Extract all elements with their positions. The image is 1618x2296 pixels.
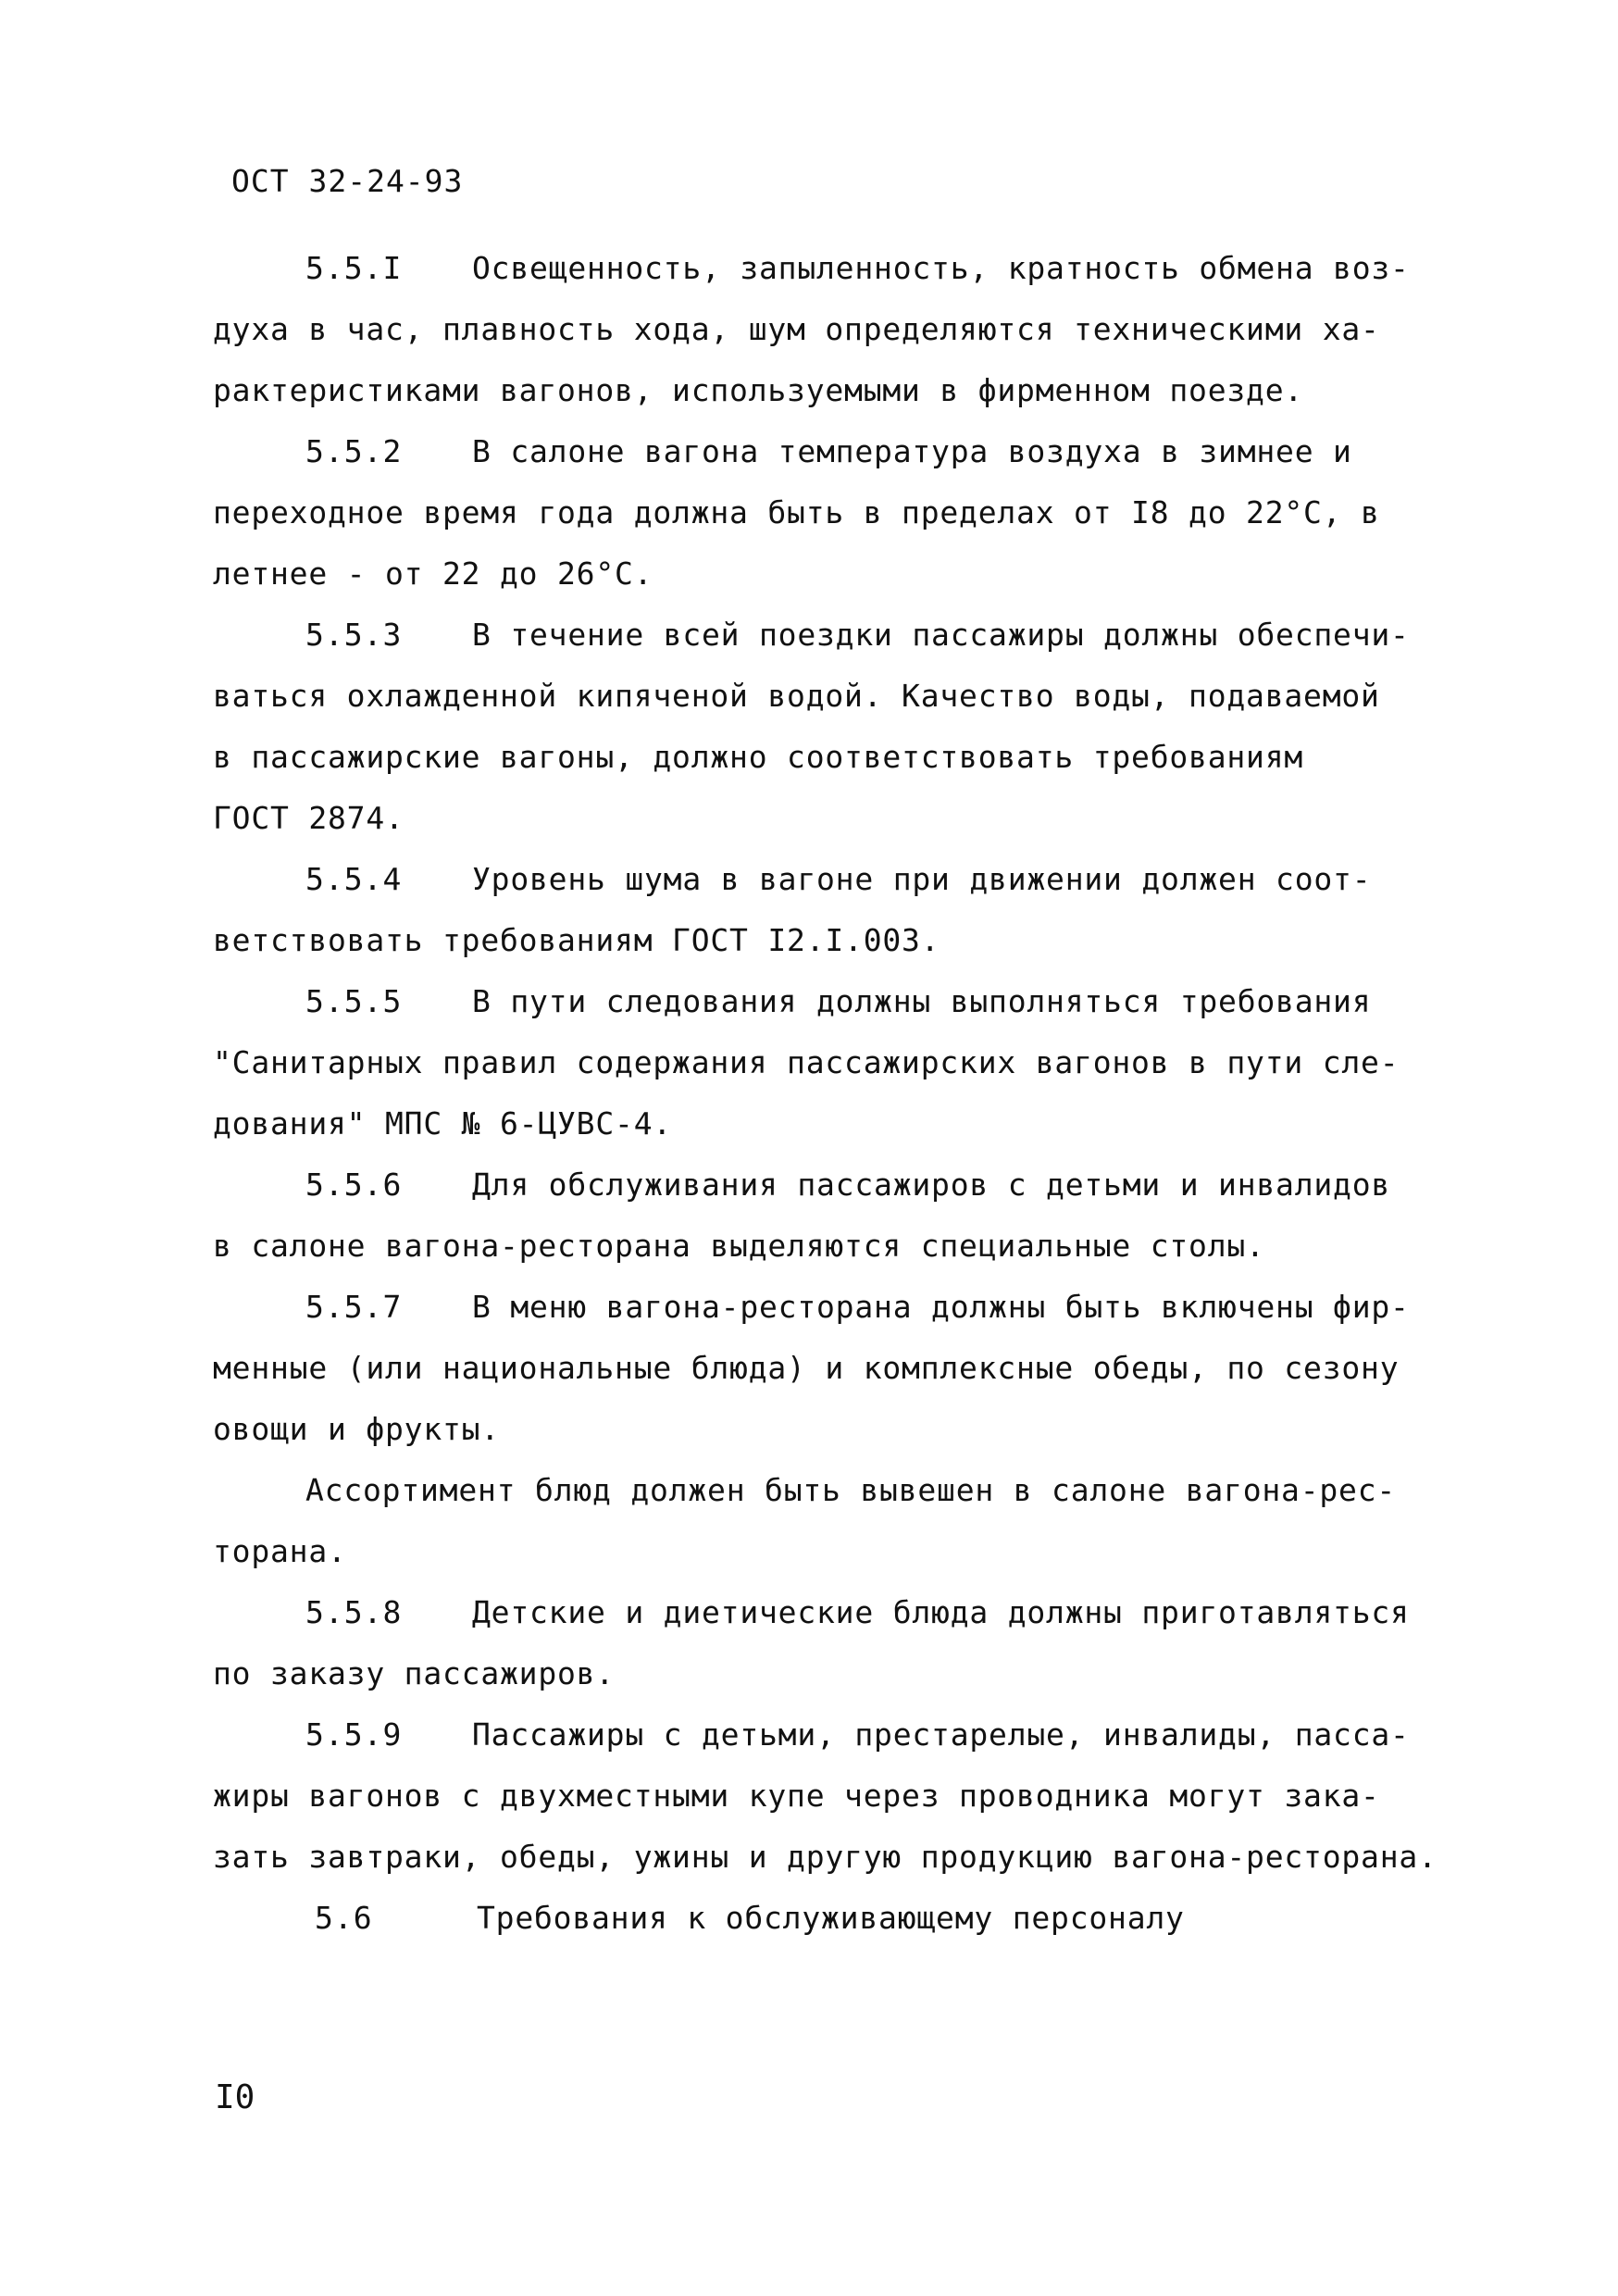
paragraph-line: жиры вагонов с двухместными купе через проводника могут зака- <box>213 1778 1380 1814</box>
section-heading: Требования к обслуживающему персоналу <box>477 1900 1185 1936</box>
paragraph-line: менные (или национальные блюда) и комплексные обеды, по сезону <box>213 1350 1400 1386</box>
paragraph-number: 5.5.I <box>305 250 403 286</box>
paragraph-number: 5.5.6 <box>305 1167 403 1203</box>
paragraph-line: ветствовать требованиям ГОСТ I2.I.003. <box>213 922 940 958</box>
paragraph-number: 5.5.3 <box>305 617 403 653</box>
paragraph-line: дования" МПС № 6-ЦУВС-4. <box>213 1105 673 1142</box>
paragraph-line: Ассортимент блюд должен быть вывешен в салоне вагона-рес- <box>305 1472 1397 1508</box>
paragraph-line: ГОСТ 2874. <box>213 800 404 836</box>
paragraph-line: рактеристиками вагонов, используемыми в фирменном поезде. <box>213 372 1304 408</box>
paragraph-line: зать завтраки, обеды, ужины и другую продукцию вагона-ресторана. <box>213 1839 1438 1875</box>
paragraph-number: 5.5.4 <box>305 861 403 897</box>
paragraph-line: В течение всей поездки пассажиры должны обеспечи- <box>472 617 1410 653</box>
paragraph-number: 5.5.7 <box>305 1289 403 1325</box>
paragraph-line: В пути следования должны выполняться требования <box>472 983 1372 1019</box>
paragraph-line: переходное время года должна быть в пределах от I8 до 22°С, в <box>213 494 1380 530</box>
paragraph-line: Уровень шума в вагоне при движении должен соот- <box>472 861 1372 897</box>
paragraph-line: ваться охлажденной кипяченой водой. Качество воды, подаваемой <box>213 678 1380 714</box>
paragraph-line: В меню вагона-ресторана должны быть включены фир- <box>472 1289 1410 1325</box>
paragraph-line: в пассажирские вагоны, должно соответствовать требованиям <box>213 739 1304 775</box>
paragraph-number: 5.5.5 <box>305 983 403 1019</box>
paragraph-line: Освещенность, запыленность, кратность обмена воз- <box>472 250 1410 286</box>
paragraph-line: Детские и диетические блюда должны приготавляться <box>472 1594 1410 1630</box>
paragraph-line: в салоне вагона-ресторана выделяются специальные столы. <box>213 1228 1265 1264</box>
paragraph-line: В салоне вагона температура воздуха в зимнее и <box>472 433 1352 469</box>
paragraph-number: 5.5.9 <box>305 1716 403 1753</box>
paragraph-line: овощи и фрукты. <box>213 1411 501 1447</box>
paragraph-line: торана. <box>213 1533 347 1569</box>
paragraph-line: Для обслуживания пассажиров с детьми и инвалидов <box>472 1167 1391 1203</box>
section-number: 5.6 <box>315 1900 373 1936</box>
paragraph-line: Пассажиры с детьми, престарелые, инвалиды, пасса- <box>472 1716 1410 1753</box>
paragraph-line: по заказу пассажиров. <box>213 1655 616 1691</box>
paragraph-number: 5.5.2 <box>305 433 403 469</box>
paragraph-line: "Санитарных правил содержания пассажирских вагонов в пути сле- <box>213 1044 1400 1080</box>
paragraph-line: духа в час, плавность хода, шум определяются техническими ха- <box>213 311 1380 347</box>
paragraph-number: 5.5.8 <box>305 1594 403 1630</box>
page-number: I0 <box>215 2078 255 2116</box>
document-code: ОСТ 32-24-93 <box>231 163 464 199</box>
paragraph-line: летнее - от 22 до 26°С. <box>213 555 653 592</box>
